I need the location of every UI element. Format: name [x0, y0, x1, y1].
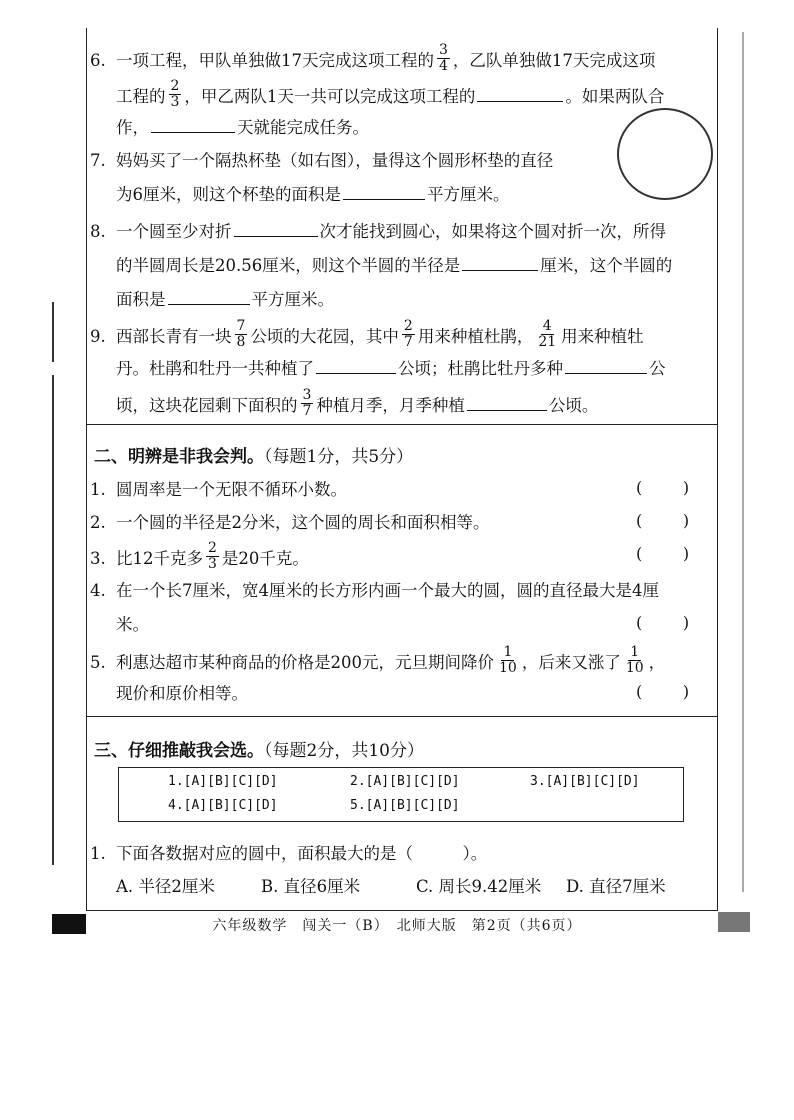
answer-blank[interactable] — [168, 288, 250, 305]
page-footer: 六年级数学 闯关一（B） 北师大版 第2页（共6页） — [212, 918, 582, 934]
answer-card-2[interactable]: 2.[A][B][C][D] — [350, 774, 460, 789]
fraction: $\frac{4}{21}$ — [538, 318, 557, 350]
answer-parentheses[interactable]: ( ) — [636, 478, 690, 497]
section2-heading: 二、明辨是非我会判。（每题1分，共5分） — [94, 447, 414, 467]
judge-item-4: 4. 在一个长7厘米，宽4厘米的长方形内画一个最大的圆，圆的直径最大是4厘 — [90, 581, 659, 600]
answer-card-3[interactable]: 3.[A][B][C][D] — [530, 774, 640, 789]
q6-line-1: 6. 一项工程，甲队单独做17天完成这项工程的 $\frac{3}{4}$ ，乙队单独做17天完成这项 — [90, 42, 656, 74]
answer-parentheses[interactable]: ( ) — [636, 682, 690, 701]
answer-parentheses[interactable]: ( ) — [636, 511, 690, 530]
q6-line-2: 工程的 $\frac{2}{3}$ ，甲乙两队1天一共可以完成这项工程的 。如果两队合 — [116, 78, 665, 110]
judge-item-1: 1. 圆周率是一个无限不循环小数。 — [90, 480, 347, 499]
q8-line-3: 面积是 平方厘米。 — [116, 290, 334, 309]
judge-item-2: 2. 一个圆的半径是2分米，这个圆的周长和面积相等。 — [90, 513, 490, 532]
q7-line-2: 为6厘米，则这个杯垫的面积是 平方厘米。 — [116, 185, 510, 204]
answer-blank[interactable] — [467, 394, 547, 411]
answer-blank[interactable] — [234, 220, 318, 237]
q7-line-1: 7. 妈妈买了一个隔热杯垫（如右图），量得这个圆形杯垫的直径 — [90, 151, 554, 170]
judge-item-5: 5. 利惠达超市某种商品的价格是200元，元旦期间降价 $\frac{1}{10}$ ，后来又涨了 $\frac{1}{10}$ ， — [90, 644, 666, 676]
q6-line-3: 作， 天就能完成任务。 — [116, 118, 369, 137]
answer-parentheses[interactable]: ( ) — [636, 544, 690, 563]
answer-blank[interactable] — [316, 357, 396, 374]
answer-blank[interactable] — [343, 183, 425, 200]
answer-card-4[interactable]: 4.[A][B][C][D] — [168, 798, 278, 813]
scan-edge-left-1 — [52, 302, 54, 362]
q9-line-3: 顷，这块花园剩下面积的 $\frac{3}{7}$ 种植月季，月季种植 公顷。 — [116, 387, 599, 419]
q8-line-2: 的半圆周长是20.56厘米，则这个半圆的半径是 厘米，这个半圆的 — [116, 256, 673, 275]
judge-item-4-cont: 米。 — [116, 615, 149, 634]
option-c[interactable]: C. 周长9.42厘米 — [416, 877, 542, 896]
scan-edge-right — [742, 32, 744, 892]
fraction: $\frac{2}{3}$ — [170, 78, 180, 110]
choice-q1-stem: 1. 下面各数据对应的圆中，面积最大的是（ ）。 — [90, 844, 488, 863]
option-d[interactable]: D. 直径7厘米 — [566, 877, 666, 896]
coaster-circle-figure — [617, 108, 713, 200]
choice-q1-options — [116, 875, 666, 899]
q9-line-1: 9. 西部长青有一块 $\frac{7}{8}$ 公顷的大花园，其中 $\frac{2}{7}$ 用来种植杜鹃， $\frac{4}{21}$ 用来种植牡 — [90, 318, 644, 350]
fraction: $\frac{3}{7}$ — [302, 387, 312, 419]
section3-heading: 三、仔细推敲我会选。（每题2分，共10分） — [94, 741, 424, 761]
answer-card-5[interactable]: 5.[A][B][C][D] — [350, 798, 460, 813]
fraction: $\frac{2}{3}$ — [208, 540, 217, 572]
fraction: $\frac{1}{10}$ — [499, 644, 517, 676]
fraction: $\frac{2}{7}$ — [403, 318, 413, 350]
answer-blank[interactable] — [151, 116, 235, 133]
answer-blank[interactable] — [462, 254, 538, 271]
q8-line-1: 8. 一个圆至少对折 次才能找到圆心，如果将这个圆对折一次，所得 — [90, 222, 666, 241]
answer-blank[interactable] — [477, 85, 563, 102]
scan-edge-left-2 — [52, 375, 54, 865]
answer-parentheses[interactable]: ( ) — [636, 613, 690, 632]
section-divider — [86, 424, 718, 425]
judge-item-3: 3. 比12千克多 $\frac{2}{3}$ 是20千克。 — [90, 540, 309, 572]
option-a[interactable]: A. 半径2厘米 — [116, 877, 215, 896]
fraction: $\frac{7}{8}$ — [236, 318, 246, 350]
q9-line-2: 丹。杜鹃和牡丹一共种植了 公顷；杜鹃比牡丹多种 公 — [116, 359, 666, 378]
section-divider — [86, 716, 718, 717]
answer-blank[interactable] — [565, 357, 647, 374]
judge-item-5-cont: 现价和原价相等。 — [116, 684, 248, 703]
option-b[interactable]: B. 直径6厘米 — [261, 877, 361, 896]
fraction: $\frac{3}{4}$ — [439, 42, 448, 74]
answer-card-1[interactable]: 1.[A][B][C][D] — [168, 774, 278, 789]
fraction: $\frac{1}{10}$ — [625, 644, 644, 676]
